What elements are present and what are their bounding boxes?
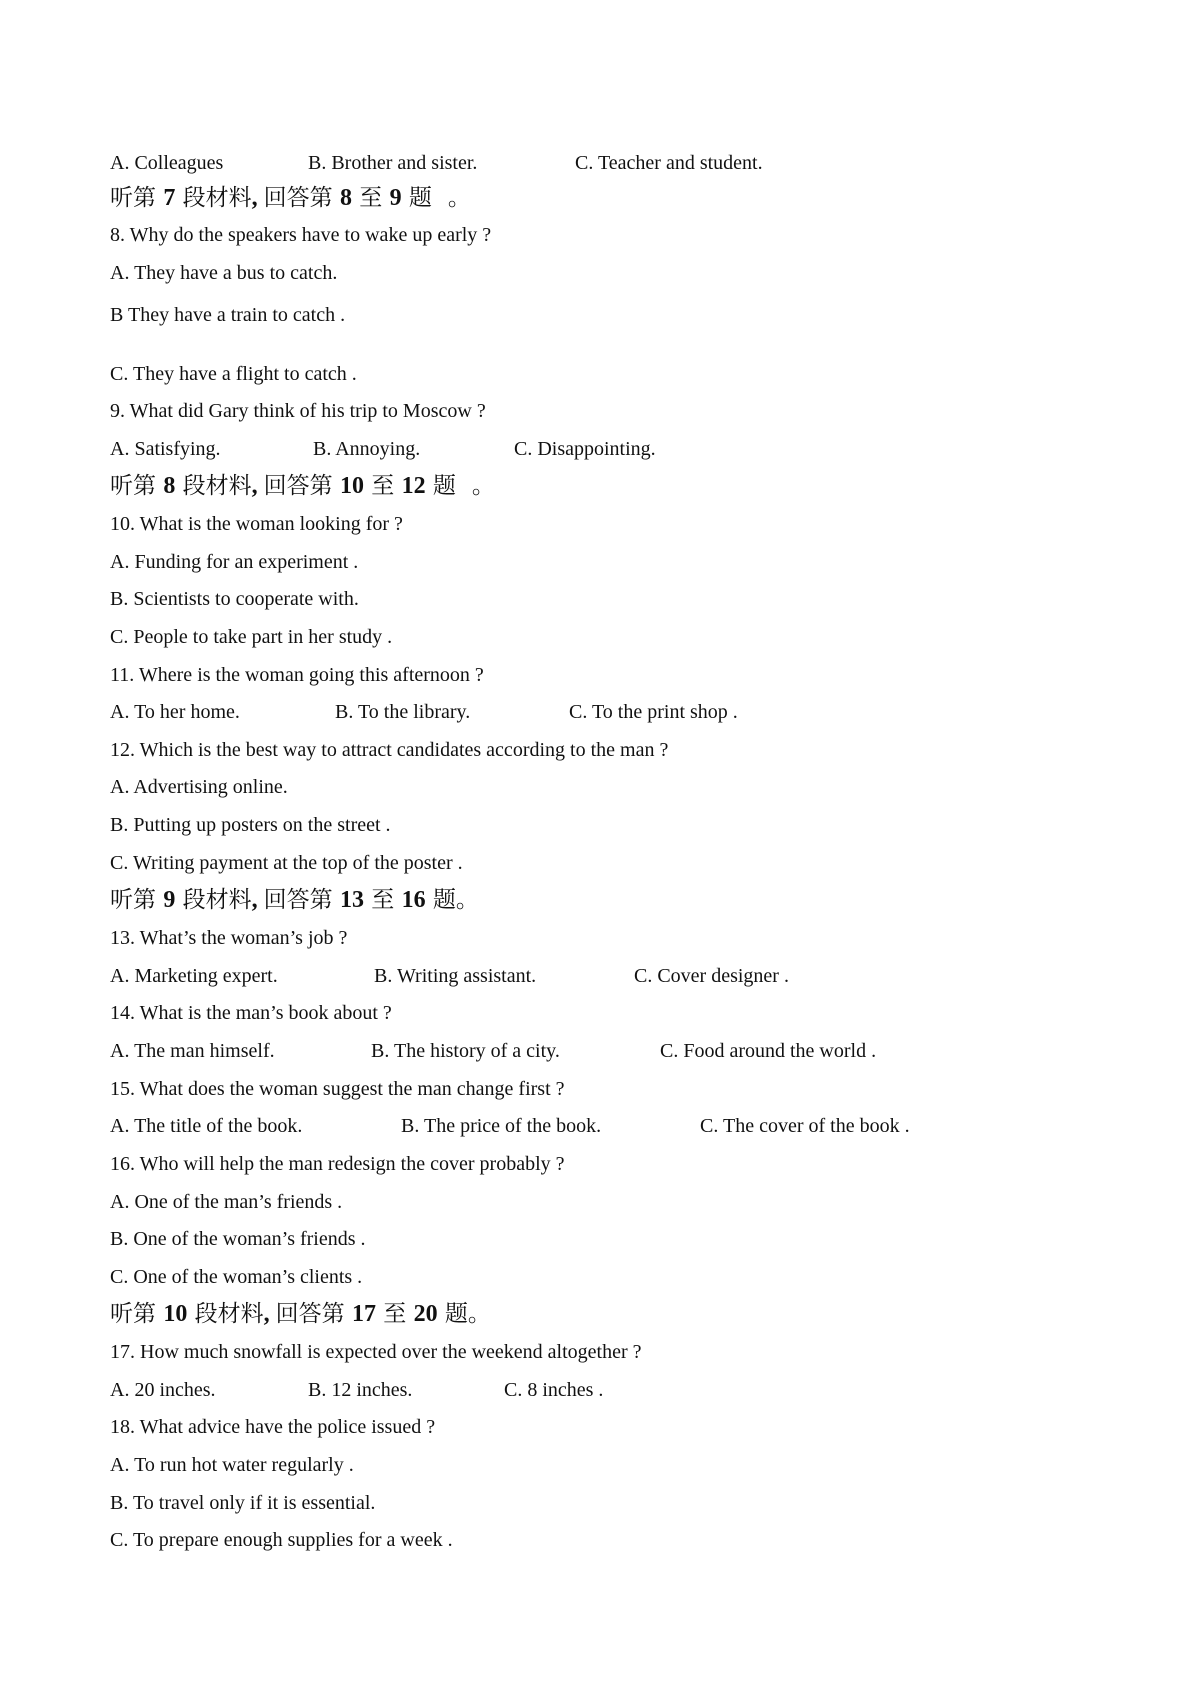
question-stem: 11. Where is the woman going this afternoon ? [110,664,484,686]
option-c: C. 8 inches . [504,1379,604,1401]
option-b: B. 12 inches. [308,1379,413,1401]
option-c: C. Cover designer . [634,965,789,987]
option-a: A. Advertising online. [110,776,288,798]
question-stem: 14. What is the man’s book about ? [110,1002,392,1024]
option-c: C. People to take part in her study . [110,626,393,648]
section-heading-9: 听第 9 段材料, 回答第 13 至 16 题。 [110,887,479,913]
option-b: B. One of the woman’s friends . [110,1228,366,1250]
question-stem: 18. What advice have the police issued ? [110,1416,436,1438]
option-a: A. One of the man’s friends . [110,1191,343,1213]
option-a: A. Marketing expert. [110,965,278,987]
option-a: A. Satisfying. [110,438,221,460]
question-stem: 12. Which is the best way to attract candidates according to the man ? [110,739,669,761]
question-stem: 15. What does the woman suggest the man change first ? [110,1078,565,1100]
q7-option-c: C. Teacher and student. [575,152,763,174]
option-c: C. Food around the world . [660,1040,877,1062]
option-c: C. One of the woman’s clients . [110,1266,363,1288]
option-b: B. To the library. [335,701,471,723]
option-a: A. To her home. [110,701,240,723]
option-c: C. The cover of the book . [700,1115,910,1137]
section-heading-8: 听第 8 段材料, 回答第 10 至 12 题 。 [110,473,495,499]
q7-option-a: A. Colleagues [110,152,224,174]
option-b: B They have a train to catch . [110,304,346,326]
option-c: C. They have a flight to catch . [110,363,357,385]
question-stem: 17. How much snowfall is expected over the weekend altogether ? [110,1341,642,1363]
q7-option-b: B. Brother and sister. [308,152,478,174]
question-stem: 10. What is the woman looking for ? [110,513,403,535]
question-stem: 9. What did Gary think of his trip to Moscow ? [110,400,486,422]
option-a: A. Funding for an experiment . [110,551,359,573]
option-b: B. Putting up posters on the street . [110,814,391,836]
option-b: B. The price of the book. [401,1115,602,1137]
option-b: B. To travel only if it is essential. [110,1492,376,1514]
option-a: A. 20 inches. [110,1379,216,1401]
option-b: B. Scientists to cooperate with. [110,588,359,610]
option-a: A. The man himself. [110,1040,275,1062]
option-b: B. Writing assistant. [374,965,537,987]
option-a: A. They have a bus to catch. [110,262,338,284]
option-b: B. The history of a city. [371,1040,560,1062]
option-a: A. The title of the book. [110,1115,303,1137]
option-b: B. Annoying. [313,438,421,460]
option-c: C. Writing payment at the top of the poster . [110,852,463,874]
question-stem: 8. Why do the speakers have to wake up early ? [110,224,492,246]
option-c: C. To the print shop . [569,701,738,723]
question-stem: 13. What’s the woman’s job ? [110,927,348,949]
section-heading-10: 听第 10 段材料, 回答第 17 至 20 题。 [110,1301,491,1327]
section-heading-7: 听第 7 段材料, 回答第 8 至 9 题 。 [110,185,471,211]
question-stem: 16. Who will help the man redesign the cover probably ? [110,1153,565,1175]
option-c: C. Disappointing. [514,438,656,460]
option-a: A. To run hot water regularly . [110,1454,354,1476]
option-c: C. To prepare enough supplies for a week . [110,1529,453,1551]
